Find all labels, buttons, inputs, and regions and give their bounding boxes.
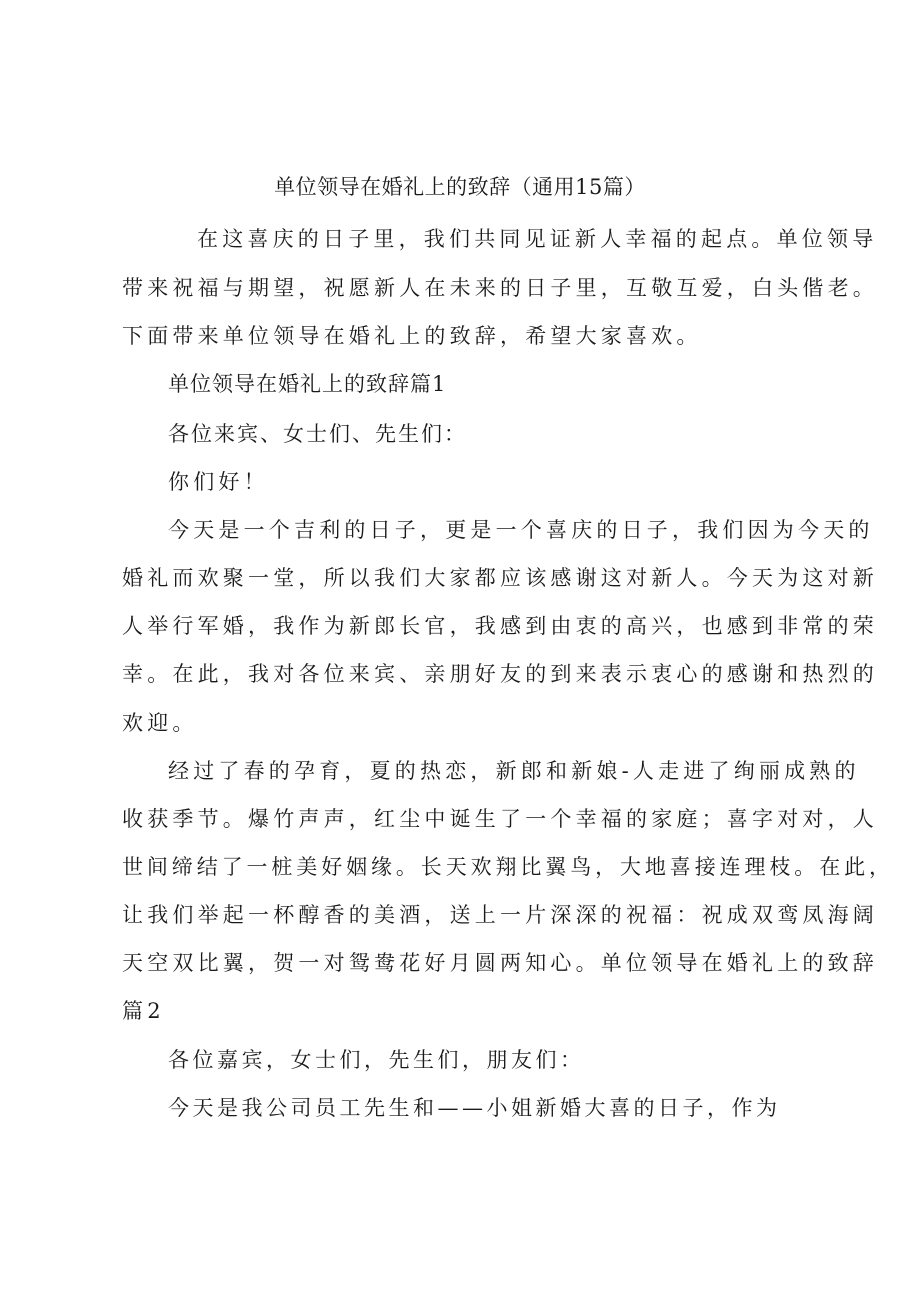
text-line: 婚礼而欢聚一堂，所以我们大家都应该感谢这对新人。今天为这对新	[122, 566, 878, 590]
text-line: 各位嘉宾，女士们，先生们，朋友们：	[168, 1048, 585, 1072]
text-line: 今天是我公司员工先生和——小姐新婚大喜的日子，作为	[168, 1096, 781, 1120]
text-line: 经过了春的孕育，夏的热恋，新郎和新娘-人走进了绚丽成熟的	[168, 759, 860, 783]
text-line: 让我们举起一杯醇香的美酒，送上一片深深的祝福：祝成双鸾凤海阔	[122, 903, 878, 927]
text-line: 世间缔结了一桩美好姻缘。长天欢翔比翼鸟，大地喜接连理枝。在此，	[122, 855, 894, 879]
text-line: 今天是一个吉利的日子，更是一个喜庆的日子，我们因为今天的	[168, 518, 874, 542]
text-line: 人举行军婚，我作为新郎长官，我感到由衷的高兴，也感到非常的荣	[122, 614, 878, 638]
text-line: 下面带来单位领导在婚礼上的致辞，希望大家喜欢。	[122, 324, 702, 348]
text-line: 你们好！	[168, 470, 269, 494]
document-title: 单位领导在婚礼上的致辞（通用15篇）	[274, 175, 646, 199]
text-line: 天空双比翼，贺一对鸳鸯花好月圆两知心。单位领导在婚礼上的致辞	[122, 951, 878, 975]
text-line: 各位来宾、女士们、先生们：	[168, 422, 467, 446]
section-heading: 单位领导在婚礼上的致辞篇1	[168, 372, 447, 396]
text-line: 欢迎。	[122, 711, 198, 735]
text-line: 带来祝福与期望，祝愿新人在未来的日子里，互敬互爱，白头偕老。	[122, 276, 878, 300]
text-line: 幸。在此，我对各位来宾、亲朋好友的到来表示衷心的感谢和热烈的	[122, 662, 878, 686]
text-line: 在这喜庆的日子里，我们共同见证新人幸福的起点。单位领导	[197, 227, 878, 251]
text-line: 收获季节。爆竹声声，红尘中诞生了一个幸福的家庭；喜字对对，人	[122, 807, 878, 831]
text-line: 篇2	[122, 999, 165, 1023]
